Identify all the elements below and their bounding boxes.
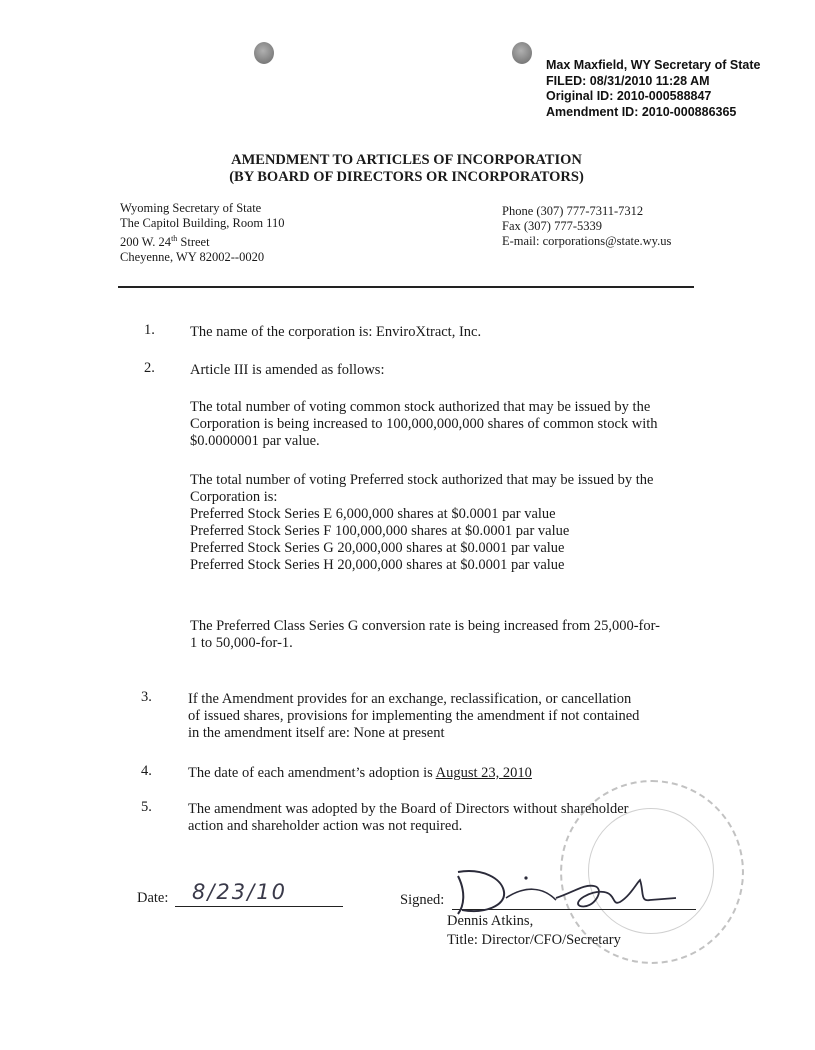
handwritten-date: 8/23/10 (192, 880, 287, 904)
item-number: 2. (144, 360, 155, 376)
item-number: 5. (141, 799, 152, 815)
email-address: E-mail: corporations@state.wy.us (502, 234, 672, 248)
address-line-superscript: th (171, 234, 178, 243)
date-line (175, 906, 343, 907)
handwritten-signature (444, 862, 704, 920)
item-text: The name of the corporation is: EnviroXtract, Inc. (190, 324, 482, 340)
paragraph-line: Corporation is being increased to 100,000,000,000 shares of common stock with (190, 416, 658, 432)
address-line-part: Street (177, 235, 210, 250)
date-label: Date: (137, 890, 169, 906)
common-stock-paragraph (190, 399, 658, 450)
item-number: 3. (141, 689, 152, 705)
paragraph-line: action and shareholder action was not required. (188, 818, 463, 834)
item-text: Article III is amended as follows: (190, 362, 385, 378)
paragraph-line: If the Amendment provides for an exchange, reclassification, or cancellation (188, 691, 632, 707)
office-address (120, 201, 284, 265)
address-line: Wyoming Secretary of State (120, 201, 262, 215)
address-line: The Capitol Building, Room 110 (120, 216, 285, 230)
document-title (0, 152, 815, 186)
preferred-series-line: Preferred Stock Series F 100,000,000 shares at $0.0001 par value (190, 523, 570, 539)
address-line-part: 200 W. 24 (120, 235, 172, 250)
conversion-rate-paragraph (190, 618, 660, 652)
address-line (120, 231, 284, 250)
paragraph-line: The total number of voting common stock authorized that may be issued by the (190, 399, 651, 415)
paragraph-line: The total number of voting Preferred stock authorized that may be issued by the (190, 472, 654, 488)
paragraph-line: Corporation is: (190, 489, 278, 505)
signer-name: Dennis Atkins, (447, 913, 534, 929)
hole-punch-mark (254, 42, 274, 64)
paragraph-line: in the amendment itself are: None at present (188, 725, 445, 741)
filing-stamp (546, 58, 760, 120)
address-line: Cheyenne, WY 82002--0020 (120, 250, 265, 265)
paragraph-line: The Preferred Class Series G conversion rate is being increased from 25,000-for- (190, 618, 660, 634)
title-line: AMENDMENT TO ARTICLES OF INCORPORATION (231, 152, 582, 168)
paragraph-line: of issued shares, provisions for implementing the amendment if not contained (188, 708, 640, 724)
item-number: 1. (144, 322, 155, 338)
horizontal-rule (118, 286, 694, 288)
filing-stamp-line: Max Maxfield, WY Secretary of State (546, 58, 761, 72)
item-text (188, 691, 639, 742)
item-text (188, 801, 629, 835)
preferred-series-line: Preferred Stock Series E 6,000,000 shares at $0.0001 par value (190, 506, 556, 522)
adoption-date: August 23, 2010 (435, 765, 532, 781)
fax-number: Fax (307) 777-5339 (502, 219, 602, 233)
filing-stamp-line: Original ID: 2010-000588847 (546, 89, 712, 103)
signer-title: Title: Director/CFO/Secretary (447, 932, 621, 948)
phone-number: Phone (307) 777-7311-7312 (502, 204, 644, 218)
office-contact (502, 204, 671, 249)
preferred-series-line: Preferred Stock Series G 20,000,000 shares at $0.0001 par value (190, 540, 565, 556)
title-line: (BY BOARD OF DIRECTORS OR INCORPORATORS) (229, 169, 584, 185)
item-number: 4. (141, 763, 152, 779)
paragraph-line: 1 to 50,000-for-1. (190, 635, 293, 651)
adoption-label: The date of each amendment’s adoption is (188, 765, 436, 781)
filing-stamp-line: FILED: 08/31/2010 11:28 AM (546, 73, 710, 88)
preferred-series-line: Preferred Stock Series H 20,000,000 shares at $0.0001 par value (190, 557, 565, 573)
paragraph-line: The amendment was adopted by the Board of Directors without shareholder (188, 801, 629, 817)
preferred-stock-paragraph (190, 472, 653, 574)
signed-label: Signed: (400, 892, 445, 908)
paragraph-line: $0.0000001 par value. (190, 433, 320, 449)
hole-punch-mark (512, 42, 532, 64)
filing-stamp-line: Amendment ID: 2010-000886365 (546, 104, 737, 119)
item-text (188, 765, 532, 782)
